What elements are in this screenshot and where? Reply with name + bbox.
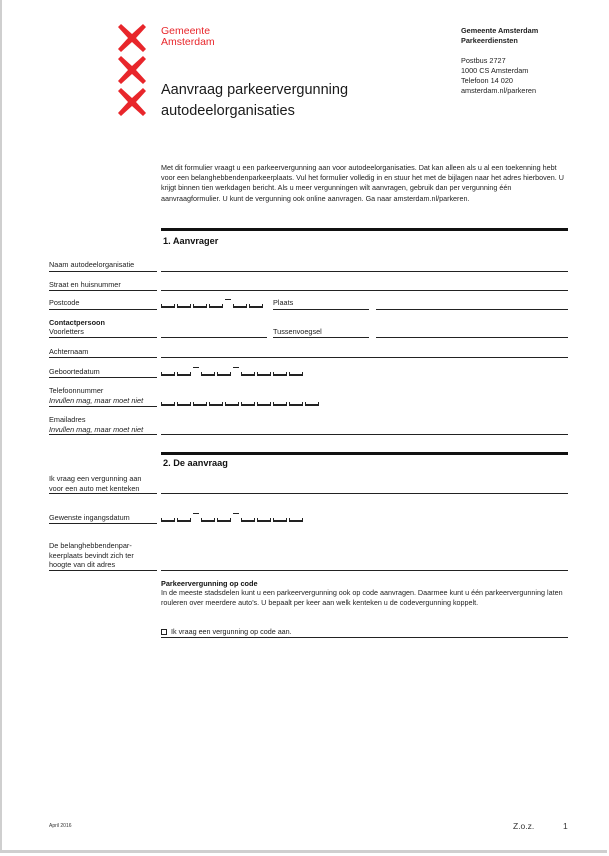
postcode-input[interactable] (161, 299, 263, 308)
label-underline (49, 493, 157, 494)
code-permit-text: In de meeste stadsdelen kunt u een parkeervergunning ook op code aanvragen. Daarmee kunt u één parkeervergunning laten rouleren over meerdere auto’s. U bepaalt per keer aan welk kenteken u de codevergunning koppelt. (161, 588, 563, 607)
plaats-input[interactable] (376, 309, 568, 310)
kenteken-input[interactable] (161, 493, 568, 494)
page-title (161, 80, 348, 122)
section-title-aanvrager: 1. Aanvrager (163, 236, 219, 246)
label-underline (49, 377, 157, 378)
label-postcode: Postcode (49, 298, 80, 307)
address-web[interactable]: amsterdam.nl/parkeren (461, 86, 537, 95)
letter-box[interactable] (233, 304, 247, 308)
digit-box[interactable] (257, 372, 271, 376)
label-underline (273, 309, 369, 310)
label-kenteken-l1: Ik vraag een vergunning aan (49, 474, 142, 483)
brand-line-2: Amsterdam (161, 36, 215, 48)
label-underline (273, 337, 369, 338)
letter-box[interactable] (249, 304, 263, 308)
title-line-1: Aanvraag parkeervergunning (161, 82, 349, 98)
address-postbus: Postbus 2727 (461, 56, 506, 65)
label-kenteken (49, 474, 142, 493)
digit-box[interactable] (161, 372, 175, 376)
label-ingangsdatum: Gewenste ingangsdatum (49, 513, 130, 522)
email-input[interactable] (161, 434, 568, 435)
label-adres-l3: hoogte van dit adres (49, 560, 116, 569)
label-underline (49, 309, 157, 310)
label-underline (49, 406, 157, 407)
code-permit-checkbox-row[interactable] (161, 627, 292, 636)
dash-separator (233, 367, 239, 376)
label-underline (49, 271, 157, 272)
label-underline (49, 434, 157, 435)
adres-input[interactable] (161, 570, 568, 571)
label-tussenvoegsel: Tussenvoegsel (273, 327, 322, 336)
section-divider (161, 228, 568, 231)
page-number: 1 (563, 821, 568, 831)
label-adres (49, 541, 134, 570)
label-adres-l2: keerplaats bevindt zich ter (49, 550, 134, 560)
checkbox-underline (161, 637, 568, 638)
section-divider (161, 452, 568, 455)
telefoon-input[interactable] (161, 402, 319, 406)
geboortedatum-input[interactable] (161, 367, 303, 376)
digit-box[interactable] (273, 372, 287, 376)
digit-box[interactable] (209, 304, 223, 308)
code-permit-title: Parkeervergunning op code (161, 579, 258, 588)
address-phone: Telefoon 14 020 (461, 76, 513, 85)
digit-box[interactable] (241, 372, 255, 376)
label-underline (49, 290, 157, 291)
intro-text: Met dit formulier vraagt u een parkeervergunning aan voor autodeelorganisaties. Dat kan alleen als u al een toekenning hebt voor een belanghebbendenparkeerplaats. Vul het formulier volledig in en stuur het met de bijlagen naar het adres hierboven. U krijgt binnen tien werkdagen bericht. Als u meer vergunningen wilt aanvragen, gebruik dan per vergunning één aanvraagformulier. U kunt de vergunning ook online aanvragen. Ga naar amsterdam.nl/parkeren. (161, 163, 564, 203)
address-org: Gemeente Amsterdam (461, 26, 539, 35)
label-underline (49, 570, 157, 571)
label-telefoon (49, 386, 143, 405)
label-email-hint: Invullen mag, maar moet niet (49, 424, 144, 434)
label-contactpersoon: Contactpersoon (49, 318, 105, 327)
label-achternaam: Achternaam (49, 347, 89, 356)
label-voorletters: Voorletters (49, 327, 84, 336)
label-naam: Naam autodeelorganisatie (49, 260, 135, 269)
footer-date: April 2016 (49, 823, 72, 829)
label-email-text: Emailadres (49, 415, 86, 424)
dash-separator (193, 513, 199, 522)
naam-input[interactable] (161, 271, 568, 272)
digit-box[interactable] (193, 304, 207, 308)
digit-box[interactable] (177, 304, 191, 308)
footer-zoz: Z.o.z. (513, 821, 535, 831)
dash-separator (193, 367, 199, 376)
address-block (461, 26, 538, 96)
digit-box[interactable] (217, 372, 231, 376)
label-plaats: Plaats (273, 298, 294, 307)
ingangsdatum-input[interactable] (161, 513, 303, 522)
digit-box[interactable] (177, 372, 191, 376)
address-dept: Parkeerdiensten (461, 36, 518, 45)
section-title-aanvraag: 2. De aanvraag (163, 458, 228, 468)
amsterdam-x-icon (118, 88, 146, 116)
address-city: 1000 CS Amsterdam (461, 66, 529, 75)
dash-separator (225, 299, 231, 308)
digit-box[interactable] (201, 372, 215, 376)
label-email (49, 415, 143, 434)
label-kenteken-l2: voor een auto met kenteken (49, 483, 140, 493)
voorletters-input[interactable] (161, 337, 267, 338)
label-geboortedatum: Geboortedatum (49, 367, 100, 376)
amsterdam-x-icon (118, 24, 146, 52)
checkbox-label: Ik vraag een vergunning op code aan. (171, 627, 292, 636)
digit-box[interactable] (289, 372, 303, 376)
label-underline (49, 523, 157, 524)
label-telefoon-text: Telefoonnummer (49, 386, 104, 395)
checkbox[interactable] (161, 629, 167, 635)
brand-line-1: Gemeente (161, 25, 211, 37)
straat-input[interactable] (161, 290, 568, 291)
label-underline (49, 357, 157, 358)
dash-separator (233, 513, 239, 522)
tussenvoegsel-input[interactable] (376, 337, 568, 338)
amsterdam-x-icon (118, 56, 146, 84)
label-telefoon-hint: Invullen mag, maar moet niet (49, 395, 144, 405)
label-underline (49, 337, 157, 338)
achternaam-input[interactable] (161, 357, 568, 358)
label-straat: Straat en huisnummer (49, 280, 121, 289)
brand-name (161, 26, 215, 48)
digit-box[interactable] (161, 304, 175, 308)
title-line-2: autodeelorganisaties (161, 103, 295, 119)
label-adres-l1: De belanghebbendenpar- (49, 541, 132, 550)
